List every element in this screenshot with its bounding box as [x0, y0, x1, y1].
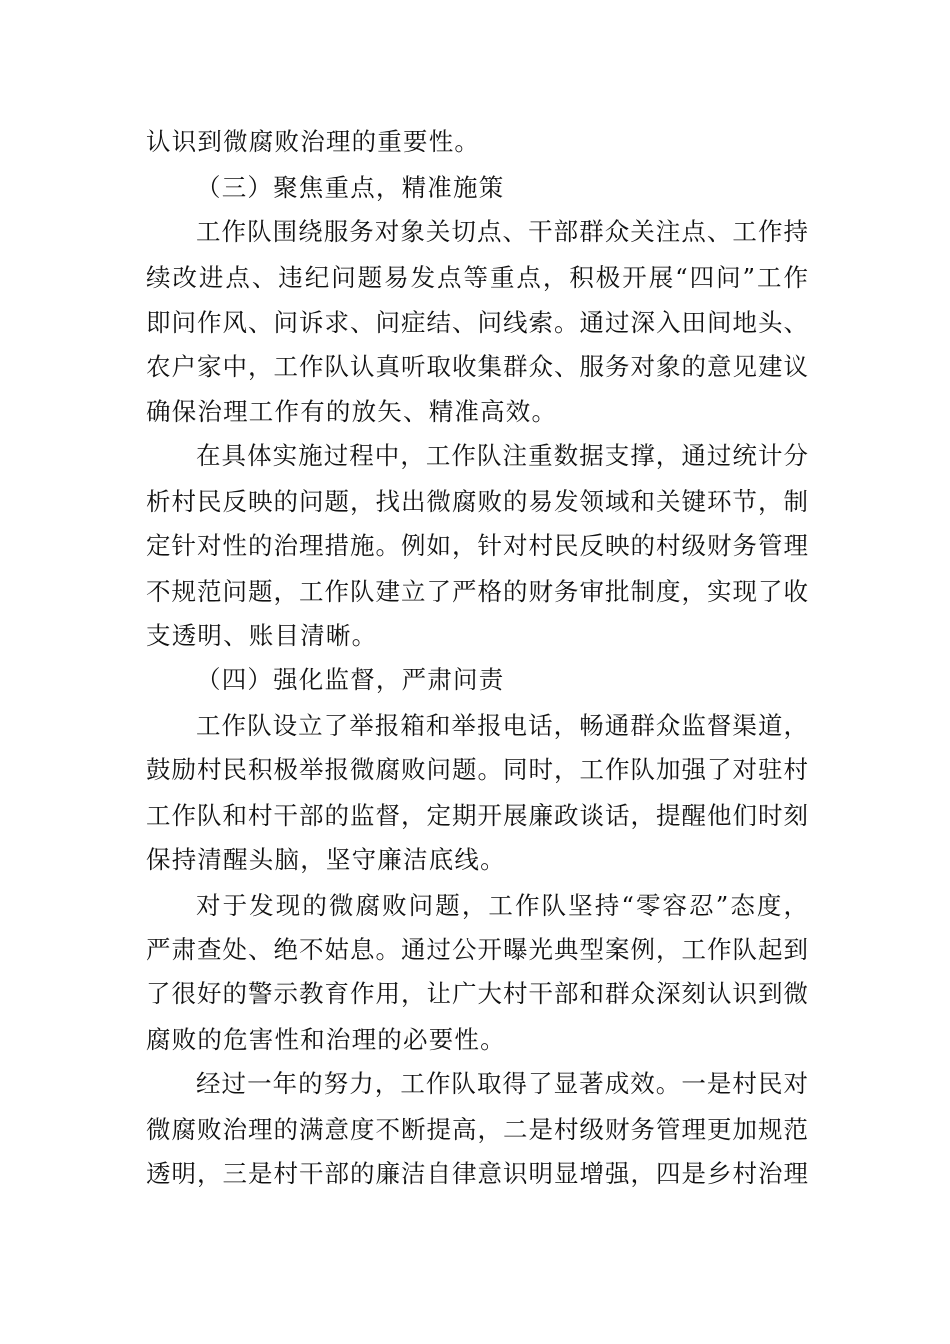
- body-text-line: 微腐败治理的满意度不断提高，二是村级财务管理更加规范: [146, 1115, 808, 1144]
- body-text-line: 鼓励村民积极举报微腐败问题。同时，工作队加强了对驻村: [146, 755, 808, 784]
- body-text-line: 严肃查处、绝不姑息。通过公开曝光典型案例，工作队起到: [146, 935, 808, 964]
- body-text-line: 保持清醒头脑，坚守廉洁底线。: [146, 845, 506, 874]
- body-text-line: 对于发现的微腐败问题，工作队坚持“零容忍”态度，: [196, 891, 808, 920]
- body-text-line: 工作队设立了举报箱和举报电话，畅通群众监督渠道，: [196, 711, 808, 740]
- body-text-line: 支透明、账目清晰。: [146, 621, 378, 650]
- section-heading-4: （四）强化监督，严肃问责: [196, 665, 505, 694]
- body-text-line: 农户家中，工作队认真听取收集群众、服务对象的意见建议: [146, 352, 808, 381]
- body-text-line: 确保治理工作有的放矢、精准高效。: [146, 397, 558, 426]
- body-text-line: 续改进点、违纪问题易发点等重点，积极开展“四问”工作: [146, 263, 808, 292]
- body-text-line: 工作队围绕服务对象关切点、干部群众关注点、工作持: [196, 217, 808, 246]
- body-text-line: 不规范问题，工作队建立了严格的财务审批制度，实现了收: [146, 577, 808, 606]
- body-text-line: 在具体实施过程中，工作队注重数据支撑，通过统计分: [196, 441, 808, 470]
- body-text-line: 经过一年的努力，工作队取得了显著成效。一是村民对: [196, 1069, 808, 1098]
- body-text-line: 透明，三是村干部的廉洁自律意识明显增强，四是乡村治理: [146, 1159, 808, 1188]
- body-text-line: 腐败的危害性和治理的必要性。: [146, 1025, 506, 1054]
- body-text-line: 了很好的警示教育作用，让广大村干部和群众深刻认识到微: [146, 979, 808, 1008]
- section-heading-3: （三）聚焦重点，精准施策: [196, 173, 505, 202]
- body-text-line: 定针对性的治理措施。例如，针对村民反映的村级财务管理: [146, 531, 808, 560]
- body-text-line: 认识到微腐败治理的重要性。: [146, 127, 481, 156]
- body-text-line: 即问作风、问诉求、问症结、问线索。通过深入田间地头、: [146, 308, 808, 337]
- body-text-line: 工作队和村干部的监督，定期开展廉政谈话，提醒他们时刻: [146, 801, 808, 830]
- body-text-line: 析村民反映的问题，找出微腐败的易发领域和关键环节，制: [146, 487, 808, 516]
